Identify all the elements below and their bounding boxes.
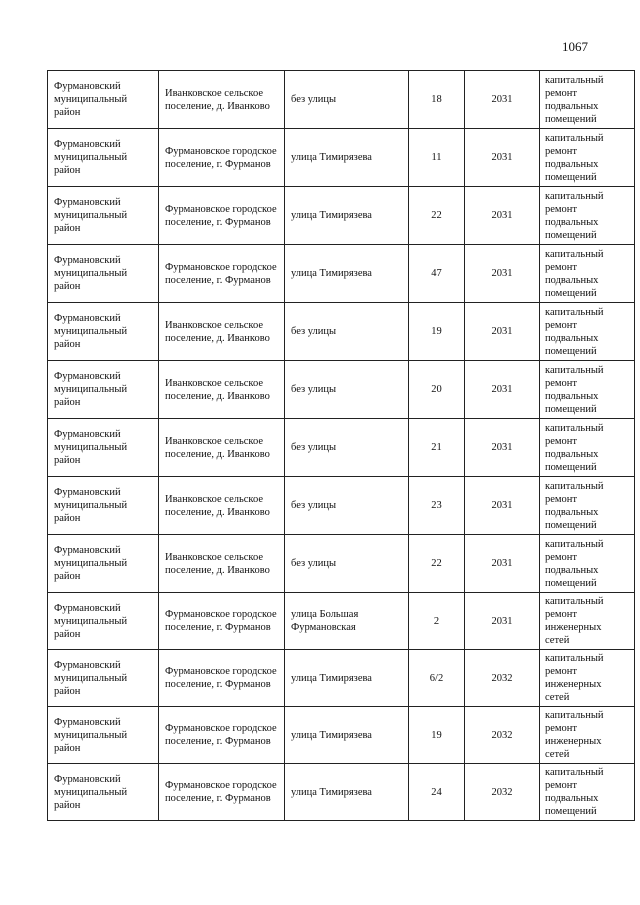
work-type-cell [540,477,635,535]
table-row [48,593,635,650]
work-type-cell [540,361,635,419]
settlement-cell [159,650,285,707]
street-cell [285,129,409,187]
house-number-cell [409,245,465,303]
year-cell-text: 2031 [491,268,513,279]
settlement-cell-text: Фурмановское городское поселение, г. Фурманов [165,145,277,170]
street-cell-text: без улицы [291,500,337,511]
district-cell-text: Фурмановский муниципальный район [54,545,128,582]
work-type-cell [540,129,635,187]
district-cell [48,361,159,419]
work-type-cell [540,535,635,593]
work-type-cell-text: капитальный ремонт подвальных помещений [545,132,604,183]
year-cell [465,245,540,303]
house-number-cell-text: 18 [431,94,442,105]
street-cell-text: без улицы [291,558,337,569]
year-cell [465,129,540,187]
district-cell [48,764,159,821]
year-cell [465,361,540,419]
work-type-cell [540,71,635,129]
house-number-cell [409,129,465,187]
district-cell-text: Фурмановский муниципальный район [54,602,128,640]
district-cell [48,707,159,764]
work-type-cell [540,187,635,245]
work-type-cell-text: капитальный ремонт подвальных помещений [545,422,604,473]
year-cell-text: 2031 [491,384,513,395]
house-number-cell [409,535,465,593]
settlement-cell [159,361,285,419]
year-cell-text: 2031 [491,210,513,221]
settlement-cell [159,707,285,764]
house-number-cell-text: 19 [431,729,442,741]
street-cell-text: улица Тимирязева [291,786,372,798]
street-cell-text: без улицы [291,384,337,395]
settlement-cell-text: Фурмановское городское поселение, г. Фурманов [165,203,277,228]
district-cell [48,187,159,245]
year-cell [465,187,540,245]
district-cell-text: Фурмановский муниципальный район [54,773,128,811]
settlement-cell [159,535,285,593]
work-type-cell-text: капитальный ремонт подвальных помещений [545,480,604,531]
street-cell [285,71,409,129]
district-cell [48,477,159,535]
house-number-cell-text: 21 [431,442,442,453]
work-type-cell-text: капитальный ремонт подвальных помещений [545,190,604,241]
table-row [48,707,635,764]
settlement-cell [159,303,285,361]
district-cell-text: Фурмановский муниципальный район [54,255,128,292]
table-row [48,245,635,303]
work-type-cell-text: капитальный ремонт подвальных помещений [545,74,604,125]
district-cell-text: Фурмановский муниципальный район [54,139,128,176]
settlement-cell [159,129,285,187]
house-number-cell-text: 11 [431,152,442,163]
work-type-cell-text: капитальный ремонт инженерных сетей [545,710,604,760]
table-row [48,650,635,707]
house-number-cell-text: 22 [431,558,442,569]
year-cell [465,593,540,650]
house-number-cell [409,650,465,707]
street-cell [285,187,409,245]
settlement-cell-text: Иванковское сельское поселение, д. Иванково [165,87,270,112]
year-cell-text: 2032 [491,786,513,798]
street-cell-text: без улицы [291,326,337,337]
work-type-cell [540,419,635,477]
house-number-cell [409,707,465,764]
house-number-cell-text: 20 [431,384,442,395]
street-cell [285,419,409,477]
year-cell [465,419,540,477]
year-cell-text: 2031 [491,152,513,163]
district-cell [48,650,159,707]
street-cell [285,245,409,303]
house-number-cell-text: 22 [431,210,442,221]
settlement-cell-text: Фурмановское городское поселение, г. Фурманов [165,723,277,747]
settlement-cell-text: Иванковское сельское поселение, д. Иванково [165,551,270,576]
table-body [48,71,635,821]
settlement-cell-text: Фурмановское городское поселение, г. Фурманов [165,261,277,286]
district-cell-text: Фурмановский муниципальный район [54,429,128,466]
house-number-cell [409,303,465,361]
table-row [48,361,635,419]
street-cell [285,303,409,361]
work-type-cell [540,245,635,303]
district-cell-text: Фурмановский муниципальный район [54,487,128,524]
house-number-cell-text: 19 [431,326,442,337]
settlement-cell-text: Иванковское сельское поселение, д. Иванково [165,319,270,344]
settlement-cell [159,419,285,477]
house-number-cell [409,361,465,419]
street-cell-text: без улицы [291,442,337,453]
street-cell [285,477,409,535]
year-cell-text: 2032 [491,729,513,741]
district-cell [48,245,159,303]
settlement-cell [159,187,285,245]
settlement-cell [159,477,285,535]
district-cell-text: Фурмановский муниципальный район [54,313,128,350]
work-type-cell [540,593,635,650]
year-cell [465,764,540,821]
table-row [48,764,635,821]
house-number-cell [409,477,465,535]
house-number-cell [409,764,465,821]
district-cell [48,303,159,361]
year-cell-text: 2031 [491,326,513,337]
table-row [48,477,635,535]
settlement-cell-text: Фурмановское городское поселение, г. Фурманов [165,666,277,690]
work-type-cell-text: капитальный ремонт подвальных помещений [545,248,604,299]
street-cell [285,650,409,707]
district-cell-text: Фурмановский муниципальный район [54,371,128,408]
year-cell-text: 2031 [491,558,513,569]
work-type-cell-text: капитальный ремонт инженерных сетей [545,653,604,703]
year-cell [465,650,540,707]
house-number-cell [409,419,465,477]
year-cell-text: 2031 [491,442,513,453]
house-number-cell [409,187,465,245]
year-cell-text: 2031 [491,94,513,105]
work-type-cell-text: капитальный ремонт подвальных помещений [545,306,604,357]
work-type-cell [540,707,635,764]
street-cell-text: улица Тимирязева [291,210,372,221]
street-cell [285,764,409,821]
street-cell-text: улица Большая Фурмановская [291,609,359,633]
settlement-cell [159,593,285,650]
settlement-cell [159,764,285,821]
table-row [48,187,635,245]
repair-schedule-table [47,70,635,821]
table-row [48,419,635,477]
district-cell-text: Фурмановский муниципальный район [54,81,128,118]
district-cell-text: Фурмановский муниципальный район [54,197,128,234]
street-cell-text: улица Тимирязева [291,672,372,684]
settlement-cell-text: Фурмановское городское поселение, г. Фурманов [165,609,277,633]
settlement-cell [159,71,285,129]
street-cell-text: улица Тимирязева [291,268,372,279]
year-cell-text: 2031 [491,615,513,627]
district-cell-text: Фурмановский муниципальный район [54,716,128,754]
work-type-cell [540,650,635,707]
year-cell [465,477,540,535]
year-cell [465,707,540,764]
work-type-cell [540,764,635,821]
district-cell [48,129,159,187]
house-number-cell-text: 47 [431,268,442,279]
work-type-cell-text: капитальный ремонт подвальных помещений [545,364,604,415]
house-number-cell [409,71,465,129]
district-cell-text: Фурмановский муниципальный район [54,659,128,697]
house-number-cell-text: 24 [431,786,442,798]
table-row [48,303,635,361]
work-type-cell-text: капитальный ремонт подвальных помещений [545,538,604,589]
district-cell [48,71,159,129]
street-cell-text: без улицы [291,94,337,105]
work-type-cell [540,303,635,361]
year-cell [465,71,540,129]
house-number-cell-text: 2 [433,615,440,627]
settlement-cell-text: Фурмановское городское поселение, г. Фурманов [165,780,277,804]
street-cell-text: улица Тимирязева [291,152,372,163]
work-type-cell-text: капитальный ремонт подвальных помещений [545,767,604,817]
settlement-cell-text: Иванковское сельское поселение, д. Иванково [165,435,270,460]
work-type-cell-text: капитальный ремонт инженерных сетей [545,596,604,646]
street-cell-text: улица Тимирязева [291,729,372,741]
district-cell [48,593,159,650]
year-cell-text: 2031 [491,500,513,511]
street-cell [285,535,409,593]
settlement-cell-text: Иванковское сельское поселение, д. Иванково [165,377,270,402]
page-number: 1067 [562,39,588,54]
street-cell [285,707,409,764]
table-row [48,535,635,593]
street-cell [285,361,409,419]
house-number-cell [409,593,465,650]
house-number-cell-text: 23 [431,500,442,511]
table-row [48,71,635,129]
house-number-cell-text: 6/2 [429,672,444,684]
year-cell [465,303,540,361]
year-cell [465,535,540,593]
year-cell-text: 2032 [491,672,513,684]
table-row [48,129,635,187]
settlement-cell-text: Иванковское сельское поселение, д. Иванково [165,493,270,518]
street-cell [285,593,409,650]
district-cell [48,419,159,477]
district-cell [48,535,159,593]
settlement-cell [159,245,285,303]
